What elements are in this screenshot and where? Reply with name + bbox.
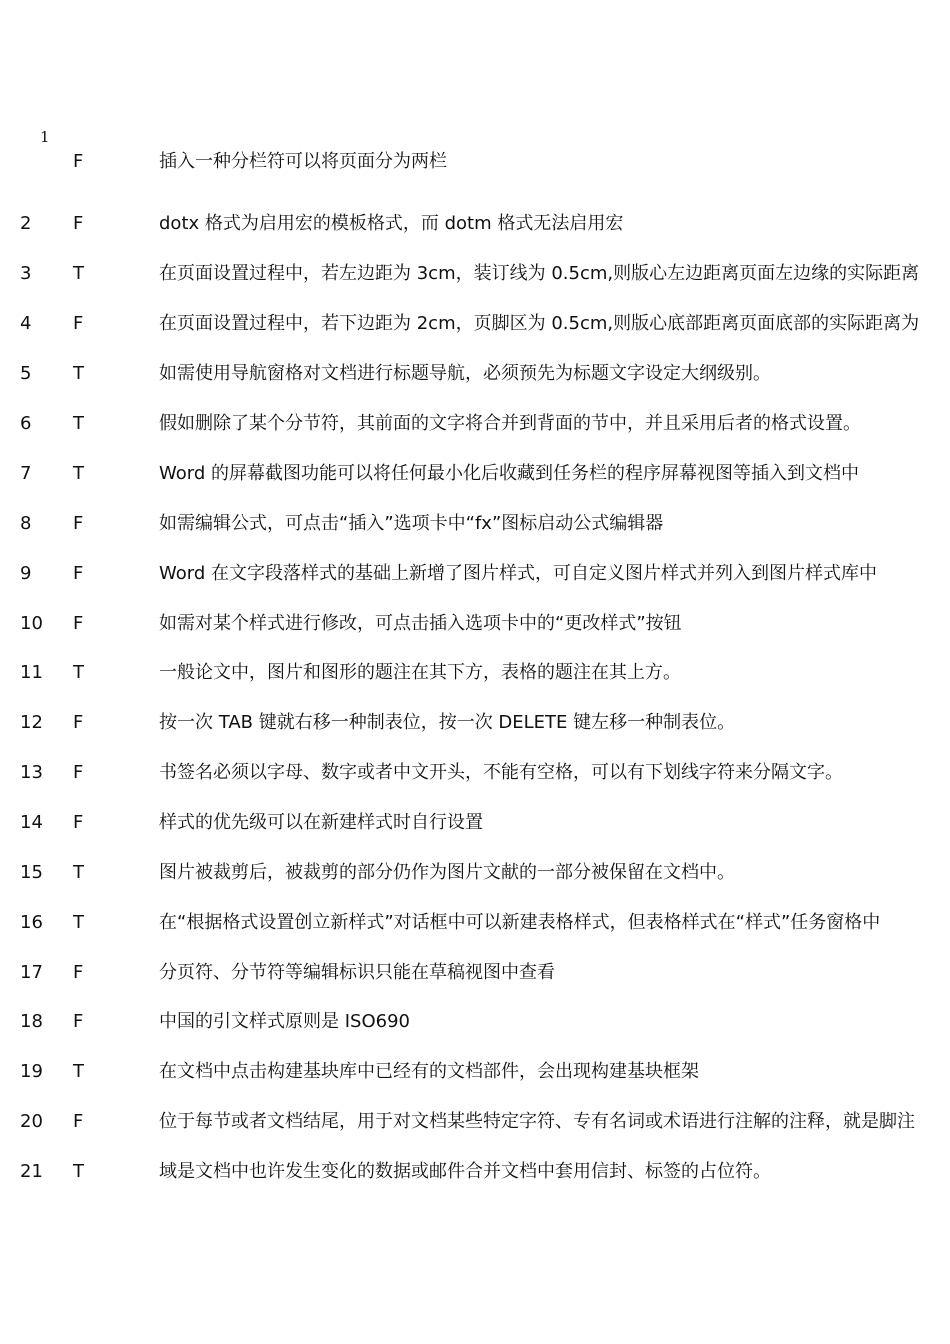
answer-mark: F [73, 962, 84, 983]
answer-mark: T [73, 413, 84, 434]
answer-mark: T [73, 263, 84, 284]
question-number: 8 [20, 513, 32, 534]
answer-mark: F [73, 1111, 84, 1132]
answer-mark: F [73, 313, 84, 334]
question-text: 插入一种分栏符可以将页面分为两栏 [159, 151, 447, 172]
question-number: 20 [20, 1111, 43, 1132]
question-row [0, 660, 950, 686]
question-text: dotx 格式为启用宏的模板格式，而 dotm 格式无法启用宏 [159, 213, 624, 234]
question-number: 1 [40, 128, 50, 146]
question-row [0, 149, 950, 175]
answer-mark: F [73, 712, 84, 733]
question-number: 15 [20, 862, 43, 883]
question-row [0, 261, 950, 287]
question-text: 域是文档中也许发生变化的数据或邮件合并文档中套用信封、标签的占位符。 [159, 1161, 771, 1182]
question-text: 一般论文中，图片和图形的题注在其下方，表格的题注在其上方。 [159, 662, 681, 683]
answer-mark: T [73, 363, 84, 384]
answer-mark: F [73, 762, 84, 783]
question-row [0, 1059, 950, 1085]
question-text: 位于每节或者文档结尾，用于对文档某些特定字符、专有名词或术语进行注解的注释，就是脚注 [159, 1111, 915, 1132]
question-number: 4 [20, 313, 32, 334]
answer-mark: F [73, 513, 84, 534]
question-row [0, 710, 950, 736]
answer-mark: T [73, 912, 84, 933]
question-row [0, 760, 950, 786]
question-text: 图片被裁剪后，被裁剪的部分仍作为图片文献的一部分被保留在文档中。 [159, 862, 735, 883]
question-number: 5 [20, 363, 32, 384]
question-text: 如需对某个样式进行修改，可点击插入选项卡中的“更改样式”按钮 [159, 613, 682, 634]
answer-mark: T [73, 463, 84, 484]
answer-mark: F [73, 213, 84, 234]
question-row [0, 810, 950, 836]
question-number: 21 [20, 1161, 43, 1182]
answer-mark: F [73, 812, 84, 833]
question-number: 12 [20, 712, 43, 733]
question-number: 9 [20, 563, 32, 584]
question-number: 19 [20, 1061, 43, 1082]
question-text: 在文档中点击构建基块库中已经有的文档部件，会出现构建基块框架 [159, 1061, 699, 1082]
question-number: 18 [20, 1011, 43, 1032]
answer-mark: F [73, 1011, 84, 1032]
question-row [0, 311, 950, 337]
answer-mark: F [73, 151, 84, 172]
answer-mark: T [73, 1061, 84, 1082]
question-number: 11 [20, 662, 43, 683]
question-number: 13 [20, 762, 43, 783]
question-text: 在页面设置过程中，若下边距为 2cm，页脚区为 0.5cm,则版心底部距离页面底部的实际距离为 [159, 313, 920, 334]
question-row [0, 960, 950, 986]
question-number: 10 [20, 613, 43, 634]
question-text: 在页面设置过程中，若左边距为 3cm，装订线为 0.5cm,则版心左边距离页面左边缘的实际距离 [159, 263, 920, 284]
question-row [0, 910, 950, 936]
question-row [0, 1109, 950, 1135]
question-row [0, 1009, 950, 1035]
answer-mark: T [73, 862, 84, 883]
question-row [0, 411, 950, 437]
question-row [0, 361, 950, 387]
question-row [0, 511, 950, 537]
question-text: 如需使用导航窗格对文档进行标题导航，必须预先为标题文字设定大纲级别。 [159, 363, 771, 384]
question-text: Word 在文字段落样式的基础上新增了图片样式，可自定义图片样式并列入到图片样式库中 [159, 563, 877, 584]
question-text: 样式的优先级可以在新建样式时自行设置 [159, 812, 483, 833]
question-number: 6 [20, 413, 32, 434]
question-number: 14 [20, 812, 43, 833]
question-row [0, 461, 950, 487]
question-text: 按一次 TAB 键就右移一种制表位，按一次 DELETE 键左移一种制表位。 [159, 712, 736, 733]
question-text: 书签名必须以字母、数字或者中文开头，不能有空格，可以有下划线字符来分隔文字。 [159, 762, 843, 783]
question-number: 16 [20, 912, 43, 933]
answer-mark: T [73, 662, 84, 683]
question-number: 2 [20, 213, 32, 234]
question-text: 中国的引文样式原则是 ISO690 [159, 1011, 410, 1032]
answer-mark: F [73, 563, 84, 584]
question-number: 3 [20, 263, 32, 284]
question-row [0, 211, 950, 237]
question-number: 7 [20, 463, 32, 484]
question-row [0, 1159, 950, 1185]
question-text: 在“根据格式设置创立新样式”对话框中可以新建表格样式，但表格样式在“样式”任务窗格中 [159, 912, 881, 933]
question-row [0, 561, 950, 587]
question-text: 分页符、分节符等编辑标识只能在草稿视图中查看 [159, 962, 555, 983]
question-text: 如需编辑公式，可点击“插入”选项卡中“fx”图标启动公式编辑器 [159, 513, 664, 534]
answer-mark: F [73, 613, 84, 634]
question-row [0, 611, 950, 637]
question-text: Word 的屏幕截图功能可以将任何最小化后收藏到任务栏的程序屏幕视图等插入到文档中 [159, 463, 859, 484]
question-number: 17 [20, 962, 43, 983]
question-row [0, 860, 950, 886]
question-text: 假如删除了某个分节符，其前面的文字将合并到背面的节中，并且采用后者的格式设置。 [159, 413, 861, 434]
answer-mark: T [73, 1161, 84, 1182]
